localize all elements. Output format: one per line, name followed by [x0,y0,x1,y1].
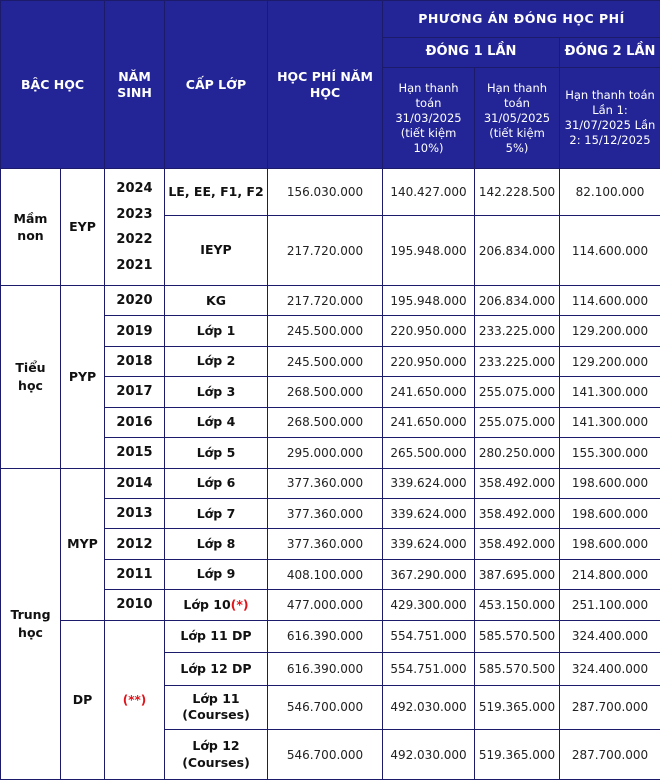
fee-5pct-cell: 233.225.000 [475,346,560,376]
table-row [1,286,660,316]
fee-5pct-cell: 358.492.000 [475,468,560,498]
header-bac-hoc: BẬC HỌC [1,1,105,169]
class-cell-with-note [165,590,268,620]
class-footnote-marker: (*) [230,596,249,612]
fee-5pct-cell: 387.695.000 [475,559,560,589]
header-cap-lop: CẤP LỚP [165,1,268,169]
program-eyp: EYP [61,169,105,286]
year-cell: 2019 [105,316,165,346]
fee-installment-cell: 214.800.000 [560,559,660,589]
fee-installment-cell: 324.400.000 [560,653,660,685]
year-cell: 2013 [105,498,165,528]
program-pyp: PYP [61,286,105,469]
fee-5pct-cell: 255.075.000 [475,377,560,407]
fee-cell: 377.360.000 [268,468,383,498]
header-phuong-an: PHƯƠNG ÁN ĐÓNG HỌC PHÍ [383,1,660,38]
fee-cell: 546.700.000 [268,685,383,730]
header-deadline-2-installments: Hạn thanh toán Lần 1: 31/07/2025 Lần 2: 15/12/2025 [560,67,660,168]
fee-10pct-cell: 339.624.000 [383,529,475,559]
year-cell-eyp: 2024 2023 2022 2021 [105,169,165,286]
class-cell: Lớp 2 [165,346,268,376]
fee-10pct-cell: 429.300.000 [383,590,475,620]
class-cell: Lớp 6 [165,468,268,498]
fee-installment-cell: 129.200.000 [560,346,660,376]
fee-installment-cell: 141.300.000 [560,377,660,407]
class-cell: Lớp 11 DP [165,620,268,652]
fee-installment-cell: 198.600.000 [560,529,660,559]
table-row [1,620,660,652]
header-deadline-5pct: Hạn thanh toán 31/05/2025 (tiết kiệm 5%) [475,67,560,168]
year-cell: 2014 [105,468,165,498]
fee-cell: 616.390.000 [268,653,383,685]
year-cell: 2016 [105,407,165,437]
class-cell: Lớp 8 [165,529,268,559]
program-dp: DP [61,620,105,779]
fee-cell: 377.360.000 [268,529,383,559]
class-cell: Lớp 5 [165,438,268,468]
header-deadline-10pct: Hạn thanh toán 31/03/2025 (tiết kiệm 10%) [383,67,475,168]
fee-5pct-cell: 519.365.000 [475,730,560,780]
fee-installment-cell: 114.600.000 [560,286,660,316]
fee-installment-cell: 198.600.000 [560,468,660,498]
table-row [1,169,660,216]
fee-5pct-cell: 453.150.000 [475,590,560,620]
dp-year-note: (**) [105,620,165,779]
fee-cell: 377.360.000 [268,498,383,528]
class-cell: Lớp 1 [165,316,268,346]
level-trung-hoc: Trung học [1,468,61,779]
fee-installment-cell: 141.300.000 [560,407,660,437]
fee-5pct-cell: 519.365.000 [475,685,560,730]
fee-10pct-cell: 339.624.000 [383,468,475,498]
year-cell: 2020 [105,286,165,316]
table-row [1,468,660,498]
fee-installment-cell: 251.100.000 [560,590,660,620]
fee-5pct-cell: 358.492.000 [475,498,560,528]
fee-10pct-cell: 492.030.000 [383,730,475,780]
fee-10pct-cell: 339.624.000 [383,498,475,528]
fee-10pct-cell: 220.950.000 [383,316,475,346]
fee-cell: 156.030.000 [268,169,383,216]
class-label: Lớp 10 [183,596,231,612]
fee-cell: 217.720.000 [268,286,383,316]
program-myp: MYP [61,468,105,620]
class-cell: LE, EE, F1, F2 [165,169,268,216]
fee-10pct-cell: 140.427.000 [383,169,475,216]
class-cell: Lớp 7 [165,498,268,528]
fee-5pct-cell: 585.570.500 [475,653,560,685]
class-cell: Lớp 12 DP [165,653,268,685]
fee-10pct-cell: 554.751.000 [383,653,475,685]
fee-5pct-cell: 585.570.500 [475,620,560,652]
year-cell: 2012 [105,529,165,559]
year-cell: 2018 [105,346,165,376]
fee-5pct-cell: 206.834.000 [475,216,560,286]
class-cell: Lớp 4 [165,407,268,437]
year-cell: 2015 [105,438,165,468]
header-nam-sinh: NĂM SINH [105,1,165,169]
class-cell: Lớp 3 [165,377,268,407]
fee-5pct-cell: 280.250.000 [475,438,560,468]
level-tieu-hoc: Tiểu học [1,286,61,469]
fee-cell: 268.500.000 [268,407,383,437]
fee-10pct-cell: 241.650.000 [383,377,475,407]
fee-5pct-cell: 255.075.000 [475,407,560,437]
fee-10pct-cell: 195.948.000 [383,216,475,286]
fee-installment-cell: 82.100.000 [560,169,660,216]
class-cell: Lớp 9 [165,559,268,589]
header-dong-1-lan: ĐÓNG 1 LẦN [383,37,560,67]
year-cell: 2011 [105,559,165,589]
fee-cell: 245.500.000 [268,346,383,376]
fee-installment-cell: 287.700.000 [560,730,660,780]
class-cell: Lớp 11 (Courses) [165,685,268,730]
level-mam-non: Mầm non [1,169,61,286]
class-cell: KG [165,286,268,316]
year-cell: 2017 [105,377,165,407]
fee-cell: 245.500.000 [268,316,383,346]
fee-cell: 408.100.000 [268,559,383,589]
fee-cell: 295.000.000 [268,438,383,468]
fee-5pct-cell: 206.834.000 [475,286,560,316]
fee-5pct-cell: 233.225.000 [475,316,560,346]
fee-cell: 546.700.000 [268,730,383,780]
class-cell: IEYP [165,216,268,286]
fee-10pct-cell: 367.290.000 [383,559,475,589]
fee-10pct-cell: 195.948.000 [383,286,475,316]
fee-10pct-cell: 265.500.000 [383,438,475,468]
fee-5pct-cell: 142.228.500 [475,169,560,216]
year-cell: 2010 [105,590,165,620]
fee-installment-cell: 324.400.000 [560,620,660,652]
fee-installment-cell: 155.300.000 [560,438,660,468]
fee-10pct-cell: 492.030.000 [383,685,475,730]
fee-cell: 616.390.000 [268,620,383,652]
fee-installment-cell: 129.200.000 [560,316,660,346]
fee-installment-cell: 198.600.000 [560,498,660,528]
fee-10pct-cell: 241.650.000 [383,407,475,437]
fee-10pct-cell: 220.950.000 [383,346,475,376]
fee-5pct-cell: 358.492.000 [475,529,560,559]
class-cell: Lớp 12 (Courses) [165,730,268,780]
fee-installment-cell: 287.700.000 [560,685,660,730]
fee-cell: 217.720.000 [268,216,383,286]
fee-10pct-cell: 554.751.000 [383,620,475,652]
fee-installment-cell: 114.600.000 [560,216,660,286]
header-hoc-phi: HỌC PHÍ NĂM HỌC [268,1,383,169]
fee-cell: 268.500.000 [268,377,383,407]
header-dong-2-lan: ĐÓNG 2 LẦN [560,37,660,67]
fee-cell: 477.000.000 [268,590,383,620]
